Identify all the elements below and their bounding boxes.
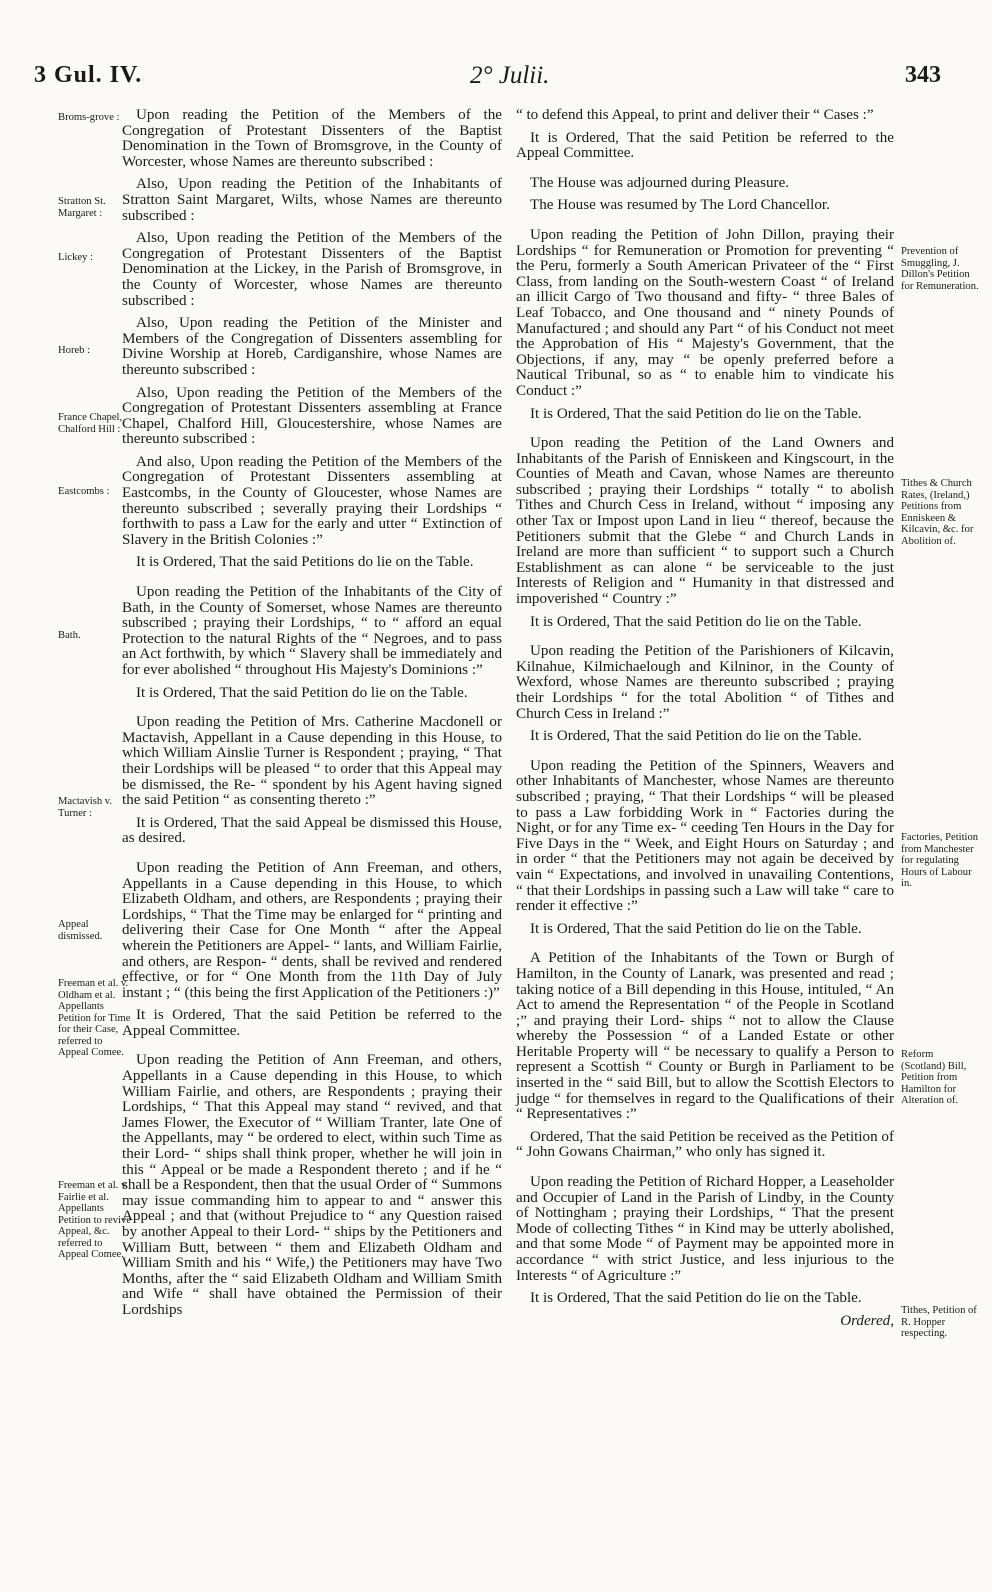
paragraph: Upon reading the Petition of John Dillon, praying their Lordships “ for Remuneration or Promotion for preventing “ the Peru, formerly a South American Privateer of the “ First Class, from landing on the South-western Coast “ of Ireland an illicit Cargo of Two thousand and fifty- “ three Bales of Leaf Tobacco, and One thousand and “ ninety Pounds of Manufactured ; and should any Part “ of his Conduct not meet the Approbation of His “ Majesty's Government, that the Objections, if any, may “ be openly preferred before a Nautical Tribunal, so as “ to enable him to vindicate his Conduct :”: [516, 226, 894, 399]
margin-note-appeal-dismissed: Appeal dismissed.: [58, 919, 103, 942]
margin-note-reform-scotland: Reform (Scotland) Bill, Petition from Hamilton for Alteration of.: [901, 1049, 967, 1106]
paragraph: Upon reading the Petition of Mrs. Catherine Macdonell or Mactavish, Appellant in a Cause depending in this House, to which William Ainslie Turner is Respondent ; praying, “ That their Lordships will be pleased “ to order that this Appeal may be dismissed, the Re- “ spondent by his Agent having signed the said Petition “ as consenting thereto :”: [122, 714, 502, 809]
margin-note-tithes-hopper: Tithes, Petition of R. Hopper respecting.: [901, 1305, 977, 1339]
margin-note-tithes-ireland: Tithes & Church Rates, (Ireland,) Petitions from Enniskeen & Kilcavin, &c. for Abolition of.: [901, 478, 974, 547]
paragraph: Also, Upon reading the Petition of the Minister and Members of the Congregation of Dissenters assembling for Divine Worship at Horeb, Cardiganshire, whose Names are thereunto subscribed :: [122, 315, 502, 378]
order-paragraph: It is Ordered, That the said Petition do lie on the Table.: [530, 1290, 862, 1307]
paragraph: Upon reading the Petition of Ann Freeman, and others, Appellants in a Cause depending in this House, to which Elizabeth Oldham, and others, are Respondents ; praying their Lordships, “ That the Time may be enlarged for “ printing and delivering their Case for One Month “ after the Appeal wherein the Petitioners are Appel- “ lants, and William Fairlie, and others, are Respon- “ dents, shall be revived and rendered effective, or for “ One Month from the 11th Day of July instant ; “ (this being the first Application of the Petitioners :)”: [122, 859, 502, 1001]
paragraph: A Petition of the Inhabitants of the Town or Burgh of Hamilton, in the County of Lanark, was presented and read ; taking notice of a Bill depending in this House, intituled, “ An Act to amend the Representation “ of the People in Scotland ;” and praying their Lord- ships “ not to allow the Clause whereby the Possession “ of a Landed Estate or other Heritable Property will “ be necessary to qualify a Person to represent a Scottish “ County or Burgh in Parliament to be inserted in the “ said Bill, but to allow the Scottish Electors to judge “ for themselves in regard to the Qualifications of their “ Representatives :”: [516, 950, 894, 1123]
paragraph: Also, Upon reading the Petition of the Members of the Congregation of Protestant Dissenters assembling at France Chapel, Chalford Hill, Gloucestershire, whose Names are thereunto subscribed :: [122, 384, 502, 448]
paragraph: Upon reading the Petition of the Members of the Congregation of Protestant Dissenters of the Baptist Denomination in the Town of Bromsgrove, in the County of Worcester, whose Names are thereunto subscribed :: [122, 107, 502, 170]
running-head-regnal-year: 3 Gul. IV.: [34, 62, 143, 88]
order-paragraph: It is Ordered, That the said Petition be referred to the Appeal Committee.: [122, 1007, 502, 1039]
margin-note-horeb: Horeb :: [58, 345, 91, 356]
paragraph: And also, Upon reading the Petition of the Members of the Congregation of Protestant Dissenters assembling at Eastcombs, in the County of Gloucester, whose Names are thereunto subscribed ; severally praying their Lordships “ forthwith to pass a Law for the early and utter “ Extinction of Slavery in the British Colonies :”: [122, 453, 502, 548]
margin-note-eastcombs: Eastcombs :: [58, 486, 110, 497]
margin-note-mactavish: Mactavish v. Turner :: [58, 796, 113, 819]
page-number: 343: [905, 62, 941, 88]
order-paragraph: It is Ordered, That the said Petition do lie on the Table.: [530, 920, 862, 937]
paragraph-continued: “ to defend this Appeal, to print and deliver their “ Cases :”: [516, 107, 874, 123]
margin-note-stratton: Stratton St. Margaret :: [58, 196, 106, 219]
order-paragraph: It is Ordered, That the said Petition do lie on the Table.: [530, 613, 862, 630]
margin-note-bromsgrove: Broms-grove :: [58, 112, 120, 123]
order-paragraph: It is Ordered, That the said Petitions do lie on the Table.: [136, 554, 474, 571]
paragraph: Also, Upon reading the Petition of the Inhabitants of Stratton Saint Margaret, Wilts, whose Names are thereunto subscribed :: [122, 176, 502, 224]
order-paragraph: It is Ordered, That the said Petition be referred to the Appeal Committee.: [516, 129, 894, 162]
paragraph: Upon reading the Petition of Richard Hopper, a Leaseholder and Occupier of Land in the Parish of Lindby, in the County of Nottingham ; praying their Lordships, “ That the present Mode of collecting Tithes “ in Kind may be utterly abolished, and that some Mode “ of Payment may be appointed more in accordance “ with strict Justice, and less injurious to the Interests “ of Agriculture :”: [516, 1174, 894, 1284]
paragraph: Upon reading the Petition of the Inhabitants of the City of Bath, in the County of Somerset, whose Names are thereunto subscribed ; praying their Lordships, “ to “ afford an equal Protection to the natural Rights of the “ Negroes, and to pass an Act forthwith, by which “ Slavery shall be immediately and for ever abolished “ throughout His Majesty's Dominions :”: [122, 584, 502, 678]
paragraph: Upon reading the Petition of Ann Freeman, and others, Appellants in a Cause depending in this House, to which William Fairlie, and others, are Respondents ; praying their Lordships, “ That this Appeal may stand “ revived, and that James Flower, the Executor of “ William Tranter, late One of the Appellants, may “ be ordered to elect, within such Time as their Lord- “ ships shall think proper, whether he will join in this “ Appeal or be made a Respondent thereto ; and if he “ shall be a Respondent, then that the usual Order of “ Summons may issue commanding him to appear to and “ answer this Appeal ; and that (without Prejudice to “ any Question raised by another Appeal to their Lord- “ ships by the Petitioners and William Butt, between “ them and Elizabeth Oldham and William Smith and his “ Wife,) the Petitioners may have Two Months, after the “ said Elizabeth Oldham and William Smith and Wife “ shall have obtained the Permission of their Lordships: [122, 1052, 502, 1318]
paragraph: Upon reading the Petition of the Spinners, Weavers and other Inhabitants of Manchester, whose Names are thereunto subscribed ; praying, “ That their Lordships “ will be pleased to pass a Law forbidding Work in “ Factories during the Night, or for any Time ex- “ ceeding Ten Hours in the Day for Five Days in the “ Week, and Eight Hours on Saturday ; and in order “ that the Petitioners may not again be deceived by vain “ Expectations, and involved in unavailing Contentions, “ that their Lordships in passing such a Law will take “ care to render it effective :”: [516, 757, 894, 915]
left-text-column: [122, 108, 502, 1326]
paragraph: Upon reading the Petition of the Land Owners and Inhabitants of the Parish of Enniskeen and Kingscourt, in the Counties of Meath and Cavan, whose Names are thereunto subscribed ; praying their Lordships “ totally “ to abolish Tithes and Church Cess in Ireland, without “ imposing any other Tax or Impost upon Land in lieu “ thereof, because the Petitioners submit that the Glebe “ and Church Lands in Ireland are more than sufficient “ to support such a Church Establishment as can alone “ be serviceable to the just Interests of Religion and “ Humanity in that distressed and impoverished “ Country :”: [516, 435, 894, 608]
margin-note-france-chapel: France Chapel, Chalford Hill :: [58, 412, 123, 435]
margin-note-factories: Factories, Petition from Manchester for regulating Hours of Labour in.: [901, 832, 979, 889]
running-head-date: 2° Julii.: [470, 62, 550, 89]
order-paragraph: Ordered, That the said Petition be received as the Petition of “ John Gowans Chairman,” who only has signed it.: [516, 1128, 894, 1161]
resumption-note: The House was resumed by The Lord Chancellor.: [530, 197, 830, 214]
order-paragraph: It is Ordered, That the said Appeal be dismissed this House, as desired.: [122, 814, 502, 847]
order-paragraph: It is Ordered, That the said Petition do lie on the Table.: [136, 684, 468, 701]
margin-note-lickey: Lickey :: [58, 252, 94, 263]
margin-note-bath: Bath.: [58, 630, 81, 641]
margin-note-freeman-oldham: Freeman et al. v. Oldham et al. Appellants Petition for Time for their Case, referred to Appeal Comee.: [58, 978, 131, 1058]
order-paragraph: It is Ordered, That the said Petition do lie on the Table.: [530, 728, 862, 745]
adjournment-note: The House was adjourned during Pleasure.: [530, 174, 790, 191]
paragraph: Upon reading the Petition of the Parishioners of Kilcavin, Kilnahue, Kilmichaelough and Kilninor, in the County of Wexford, whose Names are thereunto subscribed ; praying their Lordships “ for the total Abolition “ of Tithes and Church Cess in Ireland :”: [516, 643, 894, 722]
margin-note-smuggling: Prevention of Smuggling, J. Dillon's Petition for Remuneration.: [901, 246, 979, 292]
right-text-column: [516, 108, 894, 1336]
paragraph: Also, Upon reading the Petition of the Members of the Congregation of Protestant Dissenters of the Baptist Denomination at the Lickey, in the Parish of Bromsgrove, in the County of Worcester, whose Names are thereunto subscribed :: [122, 230, 502, 309]
order-paragraph: It is Ordered, That the said Petition do lie on the Table.: [530, 405, 862, 422]
margin-note-freeman-fairlie: Freeman et al. v. Fairlie et al. Appellants Petition to revive Appeal, &c. referred to Appeal Comee.: [58, 1180, 131, 1260]
catchword: Ordered,: [840, 1312, 894, 1329]
